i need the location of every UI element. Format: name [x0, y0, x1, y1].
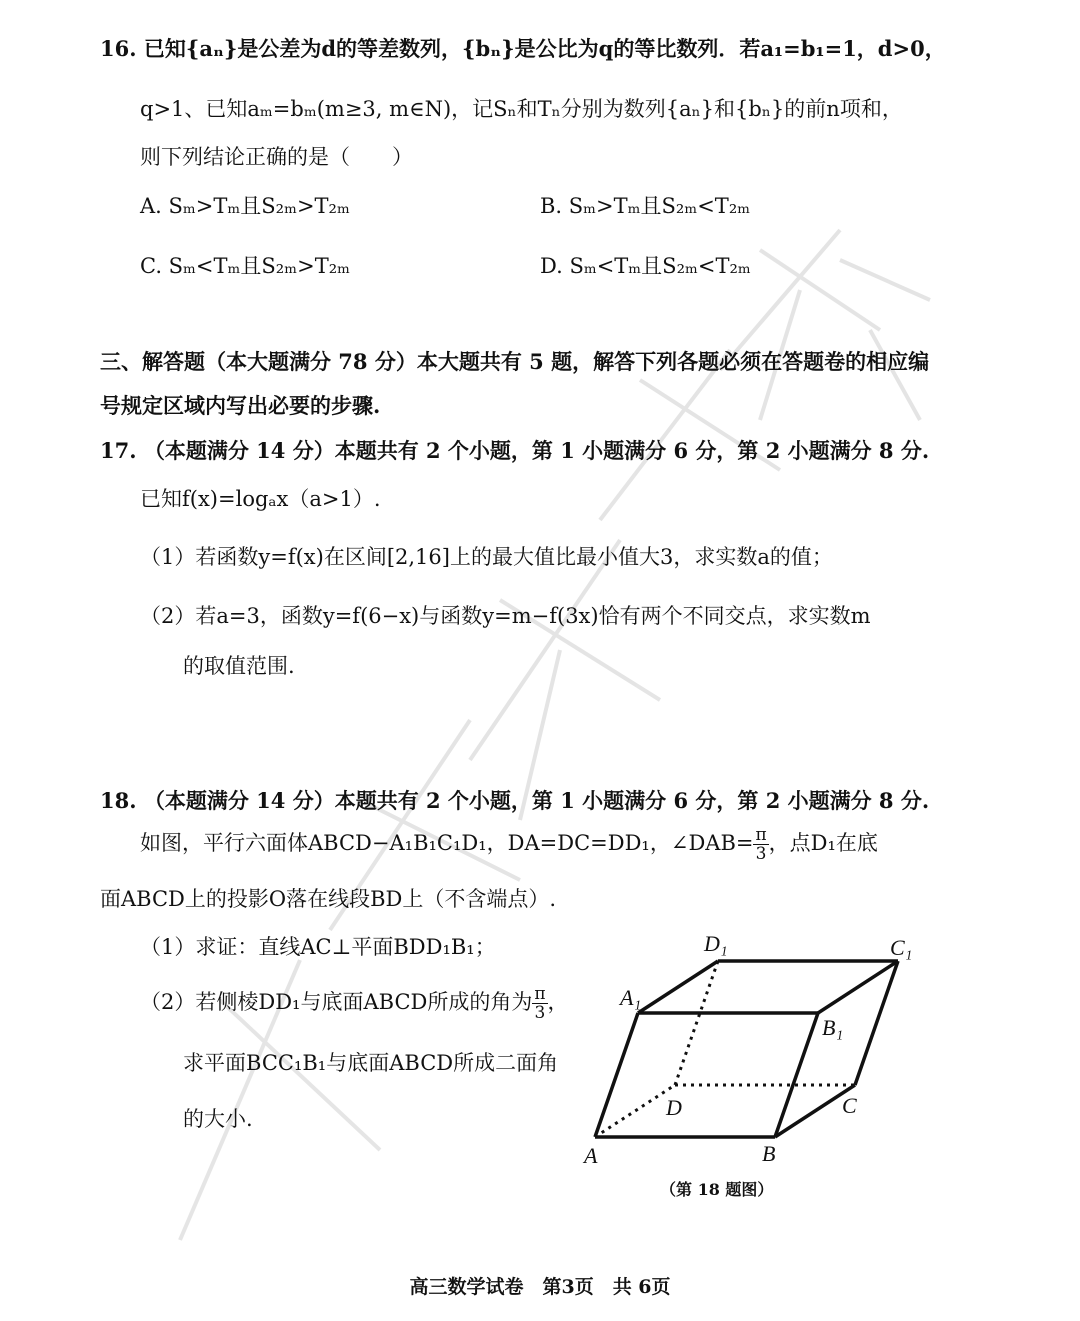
pi-over-3-fraction [753, 826, 768, 863]
q16-line3: 则下列结论正确的是（ ） [140, 145, 413, 169]
label-B: B [762, 1141, 776, 1166]
edge-AA1 [595, 1013, 638, 1137]
q18-given2: 面ABCD上的投影O落在线段BD上（不含端点）. [100, 887, 557, 911]
q18-header: 18. （本题满分 14 分）本题共有 2 个小题，第 1 小题满分 6 分，第 2 小题满分 8 分. [100, 788, 930, 813]
q16-option-c: C. Sₘ<Tₘ且S₂ₘ>T₂ₘ [140, 254, 350, 278]
q18-part2-cont1: 求平面BCC₁B₁与底面ABCD所成二面角 [183, 1051, 559, 1075]
q17-header: 17. （本题满分 14 分）本题共有 2 个小题，第 1 小题满分 6 分，第 2 小题满分 8 分. [100, 438, 930, 463]
label-A: A [584, 1143, 598, 1168]
edge-AD-hidden [595, 1085, 675, 1137]
section3-line1: 三、解答题（本大题满分 78 分）本大题共有 5 题，解答下列各题必须在答题卷的相应编 [100, 349, 930, 374]
edge-D1A1 [638, 961, 718, 1013]
label-D: D [666, 1095, 682, 1120]
label-A1: A₁ [620, 985, 642, 1010]
q18-given-pre: 如图，平行六面体ABCD−A₁B₁C₁D₁，DA=DC=DD₁，∠DAB= [140, 831, 754, 855]
figure-caption: （第 18 题图） [660, 1180, 774, 1199]
label-C1: C₁ [890, 935, 913, 960]
label-B1: B₁ [822, 1015, 844, 1040]
q17-given: 已知f(x)=logₐx（a>1）. [140, 487, 381, 511]
q18-part2-pre: （2）若侧棱DD₁与底面ABCD所成的角为 [140, 990, 533, 1014]
label-D1: D₁ [704, 931, 728, 956]
fraction-numerator: π [755, 825, 767, 845]
q17-part2-cont: 的取值范围. [183, 654, 295, 678]
q16-line2: q>1、已知aₘ=bₘ(m≥3, m∈N)，记Sₙ和Tₙ分别为数列{aₙ}和{bₙ}的前n项和， [140, 97, 903, 121]
parallelepiped-figure [570, 925, 950, 1175]
q16-line1: 16. 已知{aₙ}是公差为d的等差数列，{bₙ}是公比为q的等比数列．若a₁=b₁=1，d>0， [100, 36, 946, 61]
edge-DD1-hidden [675, 961, 718, 1085]
q18-part2-post: ， [547, 990, 569, 1014]
q18-part2-cont2: 的大小. [183, 1107, 253, 1131]
q18-given [140, 826, 878, 863]
q18-part2 [140, 985, 569, 1022]
pi-over-3-fraction [532, 985, 547, 1022]
fraction-denominator: 3 [534, 1003, 546, 1023]
edge-B1C1 [818, 961, 898, 1013]
q16-option-b: B. Sₘ>Tₘ且S₂ₘ<T₂ₘ [540, 194, 751, 218]
q18-given-post: ，点D₁在底 [768, 831, 878, 855]
q17-part2: （2）若a=3，函数y=f(6−x)与函数y=m−f(3x)恰有两个不同交点，求实数m [140, 604, 871, 628]
edge-CC1 [855, 961, 898, 1085]
q18-part1: （1）求证：直线AC⊥平面BDD₁B₁； [140, 935, 496, 959]
section3-line2: 号规定区域内写出必要的步骤. [100, 393, 381, 418]
q17-part1: （1）若函数y=f(x)在区间[2,16]上的最大值比最小值大3，求实数a的值； [140, 545, 833, 569]
page-footer: 高三数学试卷 第3页 共 6页 [409, 1276, 671, 1298]
q16-option-a: A. Sₘ>Tₘ且S₂ₘ>T₂ₘ [140, 194, 350, 218]
label-C: C [842, 1093, 857, 1118]
q16-option-d: D. Sₘ<Tₘ且S₂ₘ<T₂ₘ [540, 254, 751, 278]
fraction-numerator: π [534, 984, 546, 1004]
fraction-denominator: 3 [755, 844, 767, 864]
edge-BB1 [775, 1013, 818, 1137]
